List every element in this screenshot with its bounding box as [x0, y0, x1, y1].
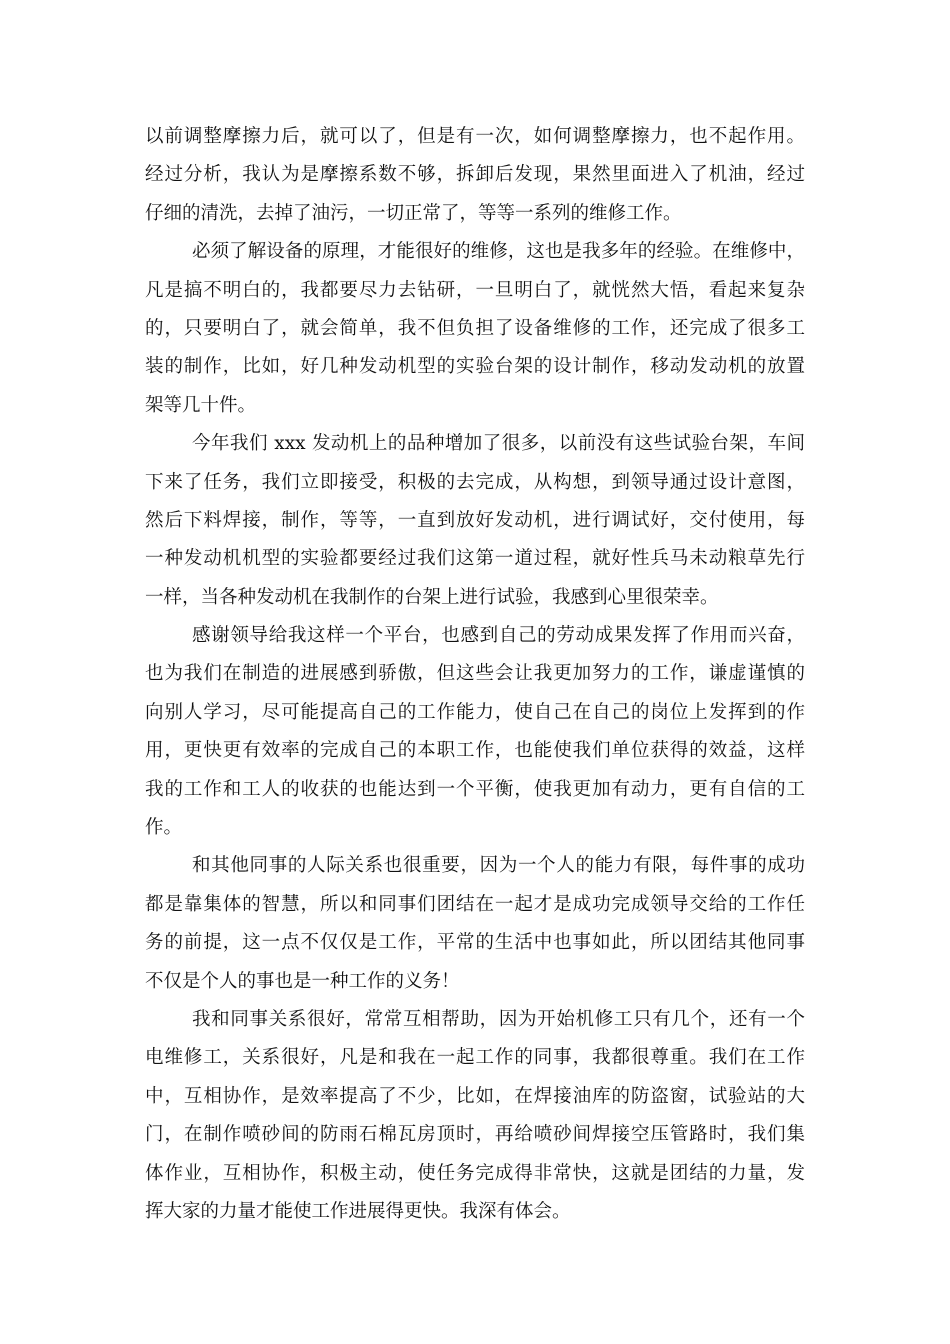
text-line: 感谢领导给我这样一个平台，也感到自己的劳动成果发挥了作用而兴奋， — [192, 625, 805, 647]
text-line: 我和同事关系很好，常常互相帮助，因为开始机修工只有几个，还有一个 — [192, 1008, 805, 1030]
paragraph — [145, 617, 805, 847]
text-line: 一种发动机机型的实验都要经过我们这第一道过程，就好性兵马未动粮草先行 — [145, 548, 805, 570]
text-line: 挥大家的力量才能使工作进展得更快。我深有体会。 — [145, 1200, 571, 1222]
text-line: 务的前提，这一点不仅仅是工作，平常的生活中也事如此，所以团结其他同事 — [145, 932, 805, 954]
text-line: 体作业，互相协作，积极主动，使任务完成得非常快，这就是团结的力量，发 — [145, 1162, 805, 1184]
text-line: 一样，当各种发动机在我制作的台架上进行试验，我感到心里很荣幸。 — [145, 586, 719, 608]
paragraph — [145, 425, 805, 617]
paragraph — [145, 118, 805, 233]
text-line: 凡是搞不明白的，我都要尽力去钻研，一旦明白了，就恍然大悟，看起来复杂 — [145, 279, 805, 301]
paragraph — [145, 847, 805, 1001]
text-line: 向别人学习，尽可能提高自己的工作能力，使自己在自己的岗位上发挥到的作 — [145, 701, 805, 723]
text-line: 今年我们 xxx 发动机上的品种增加了很多，以前没有这些试验台架，车间 — [192, 433, 805, 455]
text-line: 用，更快更有效率的完成自己的本职工作，也能使我们单位获得的效益，这样 — [145, 740, 805, 762]
text-line: 架等几十件。 — [145, 394, 257, 416]
text-line: 中，互相协作，是效率提高了不少，比如，在焊接油库的防盗窗，试验站的大 — [145, 1085, 805, 1107]
paragraph — [145, 233, 805, 425]
text-line: 门，在制作喷砂间的防雨石棉瓦房顶时，再给喷砂间焊接空压管路时，我们集 — [145, 1124, 805, 1146]
text-line: 必须了解设备的原理，才能很好的维修，这也是我多年的经验。在维修中， — [192, 241, 805, 263]
text-line: 和其他同事的人际关系也很重要，因为一个人的能力有限，每件事的成功 — [192, 855, 805, 877]
text-line: 仔细的清洗，去掉了油污，一切正常了，等等一系列的维修工作。 — [145, 202, 682, 224]
text-line: 不仅是个人的事也是一种工作的义务！ — [145, 970, 460, 992]
text-line: 以前调整摩擦力后，就可以了，但是有一次，如何调整摩擦力，也不起作用。 — [145, 126, 805, 147]
text-line: 作。 — [145, 817, 183, 839]
text-line: 也为我们在制造的进展感到骄傲，但这些会让我更加努力的工作，谦虚谨慎的 — [145, 663, 805, 685]
paragraph — [145, 1001, 805, 1231]
text-line: 我的工作和工人的收获的也能达到一个平衡，使我更加有动力，更有自信的工 — [145, 778, 805, 800]
document-body — [145, 118, 805, 1231]
text-line: 下来了任务，我们立即接受，积极的去完成，从构想，到领导通过设计意图， — [145, 471, 805, 493]
text-line: 装的制作，比如，好几种发动机型的实验台架的设计制作，移动发动机的放置 — [145, 356, 805, 378]
text-line: 都是靠集体的智慧，所以和同事们团结在一起才是成功完成领导交给的工作任 — [145, 893, 805, 915]
text-line: 的，只要明白了，就会简单，我不但负担了设备维修的工作，还完成了很多工 — [145, 317, 805, 339]
text-line: 电维修工，关系很好，凡是和我在一起工作的同事，我都很尊重。我们在工作 — [145, 1047, 805, 1069]
text-line: 经过分析，我认为是摩擦系数不够，拆卸后发现，果然里面进入了机油，经过 — [145, 164, 805, 186]
text-line: 然后下料焊接，制作，等等，一直到放好发动机，进行调试好，交付使用，每 — [145, 509, 805, 531]
